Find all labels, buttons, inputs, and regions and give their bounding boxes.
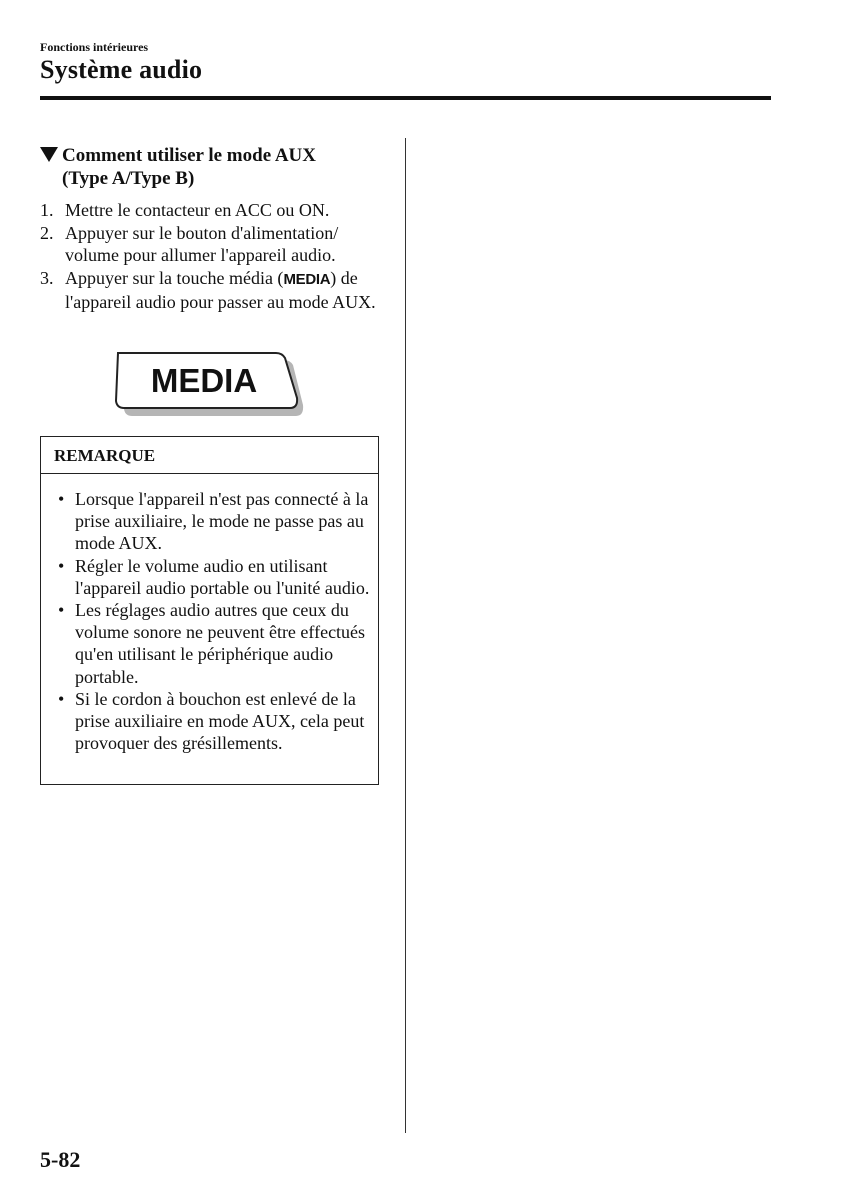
section-label: Fonctions intérieures (40, 40, 149, 54)
step-text: Mettre le contacteur en ACC ou ON. (65, 200, 330, 220)
title-rule (40, 96, 771, 100)
page-number: 5-82 (40, 1147, 81, 1172)
media-button-label: MEDIA (150, 362, 258, 399)
step-text-before: Appuyer sur la touche média ( (65, 267, 284, 288)
bullet-icon: • (58, 688, 65, 709)
note-text: Régler le volume audio en utilisant l'appareil audio portable ou l'unité audio. (75, 555, 370, 598)
step-number: 3. (40, 267, 54, 288)
note-list (58, 488, 376, 754)
column-divider (405, 138, 406, 1133)
triangle-down-icon (40, 147, 58, 162)
bullet-icon: • (58, 600, 65, 621)
note-item (58, 555, 376, 599)
note-item (58, 688, 376, 755)
heading-line-2: (Type A/Type B) (62, 168, 195, 189)
page-title: Système audio (40, 55, 203, 84)
note-item (58, 599, 376, 688)
media-button-illustration (112, 350, 304, 422)
note-item (58, 488, 376, 555)
note-box (40, 436, 379, 785)
note-text: Si le cordon à bouchon est enlevé de la prise auxiliaire en mode AUX, cela peut provoquer des grésillements. (75, 688, 365, 754)
step-number: 1. (40, 200, 54, 220)
bullet-icon: • (58, 489, 65, 509)
note-title: REMARQUE (41, 437, 378, 474)
step-number: 2. (40, 222, 54, 243)
step-text-after: ) de l'appareil audio pour passer au mode AUX. (65, 267, 376, 312)
note-text: Lorsque l'appareil n'est pas connecté à la prise auxiliaire, le mode ne passe pas au mode AUX. (75, 489, 369, 554)
section-heading (40, 144, 390, 190)
step-item (40, 199, 390, 222)
step-item (40, 267, 390, 314)
heading-line-1: Comment utiliser le mode AUX (62, 145, 317, 166)
note-text: Les réglages audio autres que ceux du volume sonore ne peuvent être effectués qu'en utilisant le périphérique audio portable. (75, 600, 366, 687)
bullet-icon: • (58, 555, 65, 576)
media-button-icon (112, 350, 304, 422)
inline-media-label: MEDIA (283, 270, 331, 288)
step-text: Appuyer sur le bouton d'alimentation/ volume pour allumer l'appareil audio. (65, 222, 339, 265)
steps-list (40, 199, 390, 314)
step-item (40, 222, 390, 267)
